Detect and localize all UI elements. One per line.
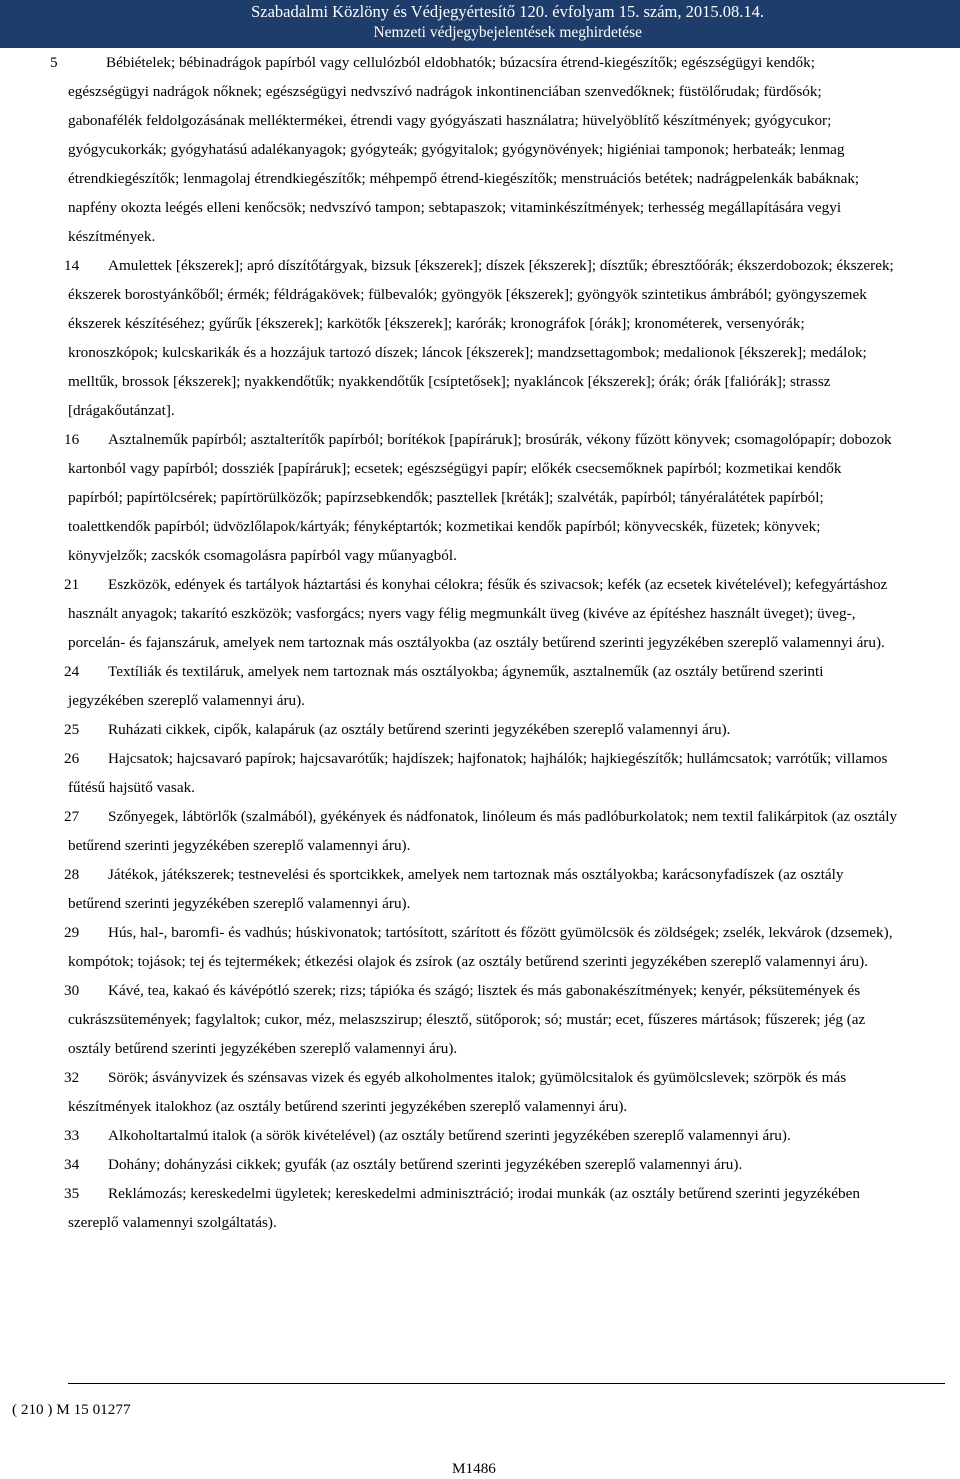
class-number: 29 xyxy=(64,924,80,941)
class-text: Szőnyegek, lábtörlők (szalmából), gyékények és nádfonatok, linóleum és más padlóburkolatok; nem textil falikárpitok (az osztály betűrend szerinti jegyzékében szereplő valamennyi áru). xyxy=(68,808,898,854)
class-text: Alkoholtartalmú italok (a sörök kivételével) (az osztály betűrend szerinti jegyzékében szereplő valamennyi áru). xyxy=(108,1127,791,1144)
class-entry xyxy=(64,570,898,657)
class-number: 27 xyxy=(64,808,80,825)
class-number: 16 xyxy=(64,431,80,448)
class-number: 35 xyxy=(64,1185,80,1202)
class-number: 32 xyxy=(64,1069,80,1086)
class-text: Asztalneműk papírból; asztalterítők papírból; borítékok [papíráruk]; brosúrák, vékony fűzött könyvek; csomagolópapír; dobozok kartonból vagy papírból; dossziék [papíráruk]; ecsetek; egészségügyi papír; előkék csecsemőknek papírból; kozmetikai kendők papírból; papírtölcsérek; papírtörülközők; papírzsebkendők; pasztellek [kréták]; szalvéták, papírból; tányéralátétek papírból; toalettkendők papírból; üdvözlőlapok/kártyák; fényképtartók; kozmetikai kendők papírból; könyvecskék, füzetek; könyvek; könyvjelzők; zacskók csomagolásra papírból vagy műanyagból. xyxy=(68,431,892,564)
class-entry xyxy=(64,425,898,570)
class-entry xyxy=(64,1063,898,1121)
class-number: 28 xyxy=(64,866,80,883)
journal-title: Szabadalmi Közlöny és Védjegyértesítő 120. évfolyam 15. szám, 2015.08.14. xyxy=(251,2,764,21)
class-entry xyxy=(64,1150,898,1179)
class-number: 26 xyxy=(64,750,80,767)
class-text: Játékok, játékszerek; testnevelési és sportcikkek, amelyek nem tartoznak más osztályokba; karácsonyfadíszek (az osztály betűrend szerinti jegyzékében szereplő valamennyi áru). xyxy=(68,866,844,912)
class-entry xyxy=(50,48,898,251)
class-entry xyxy=(64,251,898,425)
class-number: 5 xyxy=(50,54,58,71)
class-entry xyxy=(64,802,898,860)
class-text: Dohány; dohányzási cikkek; gyufák (az osztály betűrend szerinti jegyzékében szereplő valamennyi áru). xyxy=(108,1156,743,1173)
class-text: Eszközök, edények és tartályok háztartási és konyhai célokra; fésűk és szivacsok; kefék (az ecsetek kivételével); kefegyártáshoz használt anyagok; takarító eszközök; vasforgács; nyers vagy félig megmunkált üveg (kivéve az építéshez használt üveget); üveg-, porcelán- és fajanszáruk, amelyek nem tartoznak más osztályokba (az osztály betűrend szerinti jegyzékében szereplő valamennyi áru). xyxy=(68,576,888,651)
class-text: Kávé, tea, kakaó és kávépótló szerek; rizs; tápióka és szágó; lisztek és más gabonakészítmények; kenyér, péksütemények és cukrászsütemények; fagylaltok; cukor, méz, melaszszirup; élesztő, sütőporok; só; mustár; ecet, fűszeres mártások; fűszerek; jég (az osztály betűrend szerinti jegyzékében szereplő valamennyi áru). xyxy=(68,982,866,1057)
class-entry xyxy=(64,1121,898,1150)
section-divider xyxy=(68,1383,945,1384)
class-number: 33 xyxy=(64,1127,80,1144)
class-text: Amulettek [ékszerek]; apró díszítőtárgyak, bizsuk [ékszerek]; díszek [ékszerek]; dísztűk; ébresztőórák; ékszerdobozok; ékszerek; ékszerek borostyánkőből; érmék; féldrágakövek; fülbevalók; gyöngyök [ékszerek]; gyöngyök szintetikus ámbrából; gyöngyszemek ékszerek készítéséhez; gyűrűk [ékszerek]; karkötők [ékszerek]; karórák; kronográfok [órák]; kronométerek, versenyórák; kronoszkópok; kulcskarikák és a hozzájuk tartozó díszek; láncok [ékszerek]; mandzsettagombok; medalionok [ékszerek]; medálok; melltűk, brossok [ékszerek]; nyakkendőtűk; nyakkendőtűk [csíptetősek]; nyakláncok [ékszerek]; órák; órák [faliórák]; strassz [drágakőutánzat]. xyxy=(68,257,894,419)
class-number: 21 xyxy=(64,576,80,593)
section-title: Nemzeti védjegybejelentések meghirdetése xyxy=(373,24,642,41)
class-text: Reklámozás; kereskedelmi ügyletek; kereskedelmi adminisztráció; irodai munkák (az osztály betűrend szerinti jegyzékében szereplő valamennyi szolgáltatás). xyxy=(68,1185,860,1231)
class-number: 24 xyxy=(64,663,80,680)
class-number: 14 xyxy=(64,257,80,274)
class-entry xyxy=(64,860,898,918)
class-list xyxy=(50,48,898,1237)
class-number: 34 xyxy=(64,1156,80,1173)
class-number: 30 xyxy=(64,982,80,999)
class-entry xyxy=(64,715,898,744)
class-entry xyxy=(64,918,898,976)
class-text: Hajcsatok; hajcsavaró papírok; hajcsavarótűk; hajdíszek; hajfonatok; hajhálók; hajkiegészítők; hullámcsatok; varrótűk; villamos fűtésű hajsütő vasak. xyxy=(68,750,888,796)
class-text: Sörök; ásványvizek és szénsavas vizek és egyéb alkoholmentes italok; gyümölcsitalok és gyümölcslevek; szörpök és más készítmények italokhoz (az osztály betűrend szerinti jegyzékében szereplő valamennyi áru). xyxy=(68,1069,847,1115)
class-text: Bébiételek; bébinadrágok papírból vagy cellulózból eldobhatók; búzacsíra étrend-kiegészítők; egészségügyi kendők; egészségügyi nadrágok nőknek; egészségügyi nedvszívó nadrágok inkontinenciában szenvedőknek; füstölőrudak; fürdősók; gabonafélék feldolgozásának melléktermékei, étrendi vagy gyógyászati használatra; hüvelyöblítő készítmények; gyógycukor; gyógycukorkák; gyógyhatású adalékanyagok; gyógyteák; gyógyitalok; gyógynövények; higiéniai tamponok; herbateák; lenmag étrendkiegészítők; lenmagolaj étrendkiegészítők; méhpempő étrend-kiegészítők; menstruációs betétek; nadrágpelenkák babáknak; napfény okozta leégés elleni kenőcsök; nedvszívó tampon; sebtapaszok; vitaminkészítmények; terhesség megállapítására vegyi készítmények. xyxy=(68,54,860,245)
class-text: Ruházati cikkek, cipők, kalapáruk (az osztály betűrend szerinti jegyzékében szereplő valamennyi áru). xyxy=(108,721,731,738)
class-entry xyxy=(64,1179,898,1237)
page-number: M1486 xyxy=(452,1460,496,1477)
class-entry xyxy=(64,744,898,802)
class-text: Hús, hal-, baromfi- és vadhús; húskivonatok; tartósított, szárított és főzött gyümölcsök és zöldségek; zselék, lekvárok (dzsemek), kompótok; tojások; tej és tejtermékek; étkezési olajok és zsírok (az osztály betűrend szerinti jegyzékében szereplő valamennyi áru). xyxy=(68,924,893,970)
class-number: 25 xyxy=(64,721,80,738)
class-text: Textíliák és textiláruk, amelyek nem tartoznak más osztályokba; ágyneműk, asztalneműk (az osztály betűrend szerinti jegyzékében szereplő valamennyi áru). xyxy=(68,663,824,709)
class-entry xyxy=(64,657,898,715)
application-code: ( 210 ) M 15 01277 xyxy=(12,1401,131,1418)
journal-header xyxy=(0,0,960,48)
class-entry xyxy=(64,976,898,1063)
